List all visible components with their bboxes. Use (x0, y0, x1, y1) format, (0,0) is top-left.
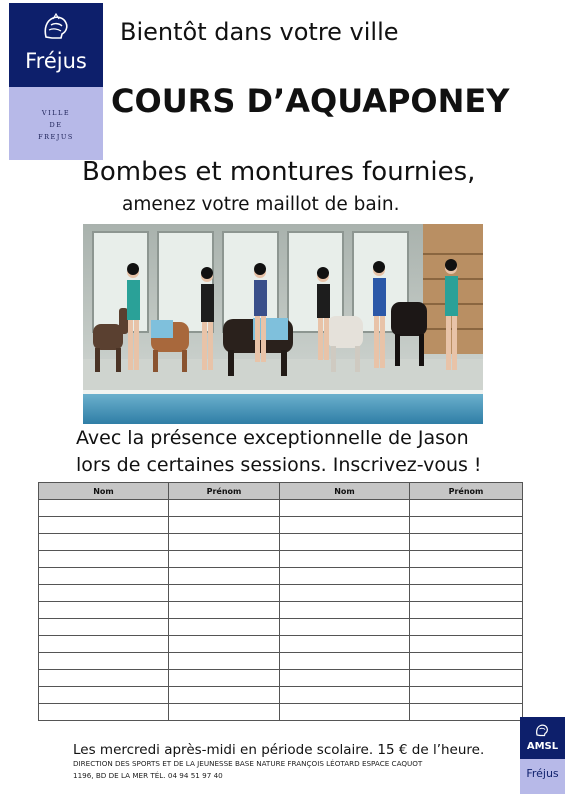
column-header-prenom: Prénom (169, 483, 280, 500)
table-cell (169, 585, 280, 602)
table-cell (169, 653, 280, 670)
table-cell (39, 568, 169, 585)
logo-subtitle-line: DE (49, 121, 63, 129)
table-cell (410, 687, 523, 704)
table-cell (410, 704, 523, 721)
heading: Bientôt dans votre ville (120, 18, 399, 46)
table-cell (410, 585, 523, 602)
presence-line: Avec la présence exceptionnelle de Jason (76, 427, 469, 449)
table-row (39, 687, 523, 704)
table-cell (39, 517, 169, 534)
table-cell (280, 500, 410, 517)
table-cell (169, 704, 280, 721)
table-cell (410, 534, 523, 551)
frejus-logo (9, 3, 103, 160)
table-cell (39, 670, 169, 687)
frejus-crest-icon (534, 723, 550, 737)
amsl-logo (520, 717, 565, 794)
column-header-nom: Nom (39, 483, 169, 500)
table-cell (39, 534, 169, 551)
schedule-price-text: Les mercredi après-midi en période scolaire. 15 € de l’heure. (73, 742, 485, 758)
signup-table (38, 482, 523, 721)
table-cell (169, 500, 280, 517)
table-cell (410, 500, 523, 517)
table-cell (410, 653, 523, 670)
table-row (39, 500, 523, 517)
direction-text: DIRECTION DES SPORTS ET DE LA JEUNESSE BASE NATURE FRANÇOIS LÉOTARD ESPACE CAQUOT (73, 759, 423, 768)
table-cell (39, 687, 169, 704)
table-cell (169, 534, 280, 551)
table-cell (169, 670, 280, 687)
table-cell (280, 704, 410, 721)
table-cell (410, 636, 523, 653)
table-row (39, 551, 523, 568)
pool-ponies-photo (83, 224, 483, 424)
column-header-prenom: Prénom (410, 483, 523, 500)
table-cell (169, 568, 280, 585)
presence-line: lors de certaines sessions. Inscrivez-vous ! (76, 454, 482, 476)
table-cell (169, 636, 280, 653)
presence-text (76, 425, 482, 479)
frejus-crest-icon (40, 13, 72, 41)
table-cell (410, 568, 523, 585)
table-row (39, 534, 523, 551)
table-cell (410, 619, 523, 636)
table-cell (39, 585, 169, 602)
table-cell (280, 551, 410, 568)
table-cell (39, 551, 169, 568)
table-cell (280, 636, 410, 653)
table-cell (39, 619, 169, 636)
table-cell (280, 585, 410, 602)
subheading: Bombes et montures fournies, (82, 157, 476, 187)
table-cell (280, 619, 410, 636)
logo-subtitle-line: VILLE (41, 109, 71, 117)
table-cell (280, 534, 410, 551)
amsl-name: AMSL (526, 741, 559, 752)
table-row (39, 568, 523, 585)
logo-subtitle (9, 107, 103, 143)
table-row (39, 585, 523, 602)
table-cell (39, 636, 169, 653)
table-cell (280, 602, 410, 619)
address-text: 1196, BD DE LA MER TÉL. 04 94 51 97 40 (73, 771, 223, 780)
table-cell (169, 619, 280, 636)
table-row (39, 602, 523, 619)
subheading-2: amenez votre maillot de bain. (122, 194, 400, 215)
table-cell (39, 500, 169, 517)
table-header-row (39, 483, 523, 500)
table-cell (410, 551, 523, 568)
table-cell (280, 670, 410, 687)
table-cell (39, 602, 169, 619)
table-cell (39, 653, 169, 670)
table-row (39, 704, 523, 721)
table-row (39, 670, 523, 687)
table-cell (169, 517, 280, 534)
table-cell (169, 687, 280, 704)
table-cell (280, 517, 410, 534)
table-cell (39, 704, 169, 721)
logo-name: Fréjus (25, 49, 87, 73)
table-cell (169, 551, 280, 568)
table-row (39, 653, 523, 670)
table-cell (410, 602, 523, 619)
table-cell (280, 687, 410, 704)
table-cell (169, 602, 280, 619)
column-header-nom: Nom (280, 483, 410, 500)
table-row (39, 636, 523, 653)
page-title: COURS D’AQUAPONEY (111, 82, 510, 120)
table-cell (280, 653, 410, 670)
table-row (39, 517, 523, 534)
table-cell (280, 568, 410, 585)
signup-table-body (39, 500, 523, 721)
logo-subtitle-line: FREJUS (38, 133, 74, 141)
table-cell (410, 517, 523, 534)
table-cell (410, 670, 523, 687)
table-row (39, 619, 523, 636)
amsl-city: Fréjus (526, 767, 559, 780)
